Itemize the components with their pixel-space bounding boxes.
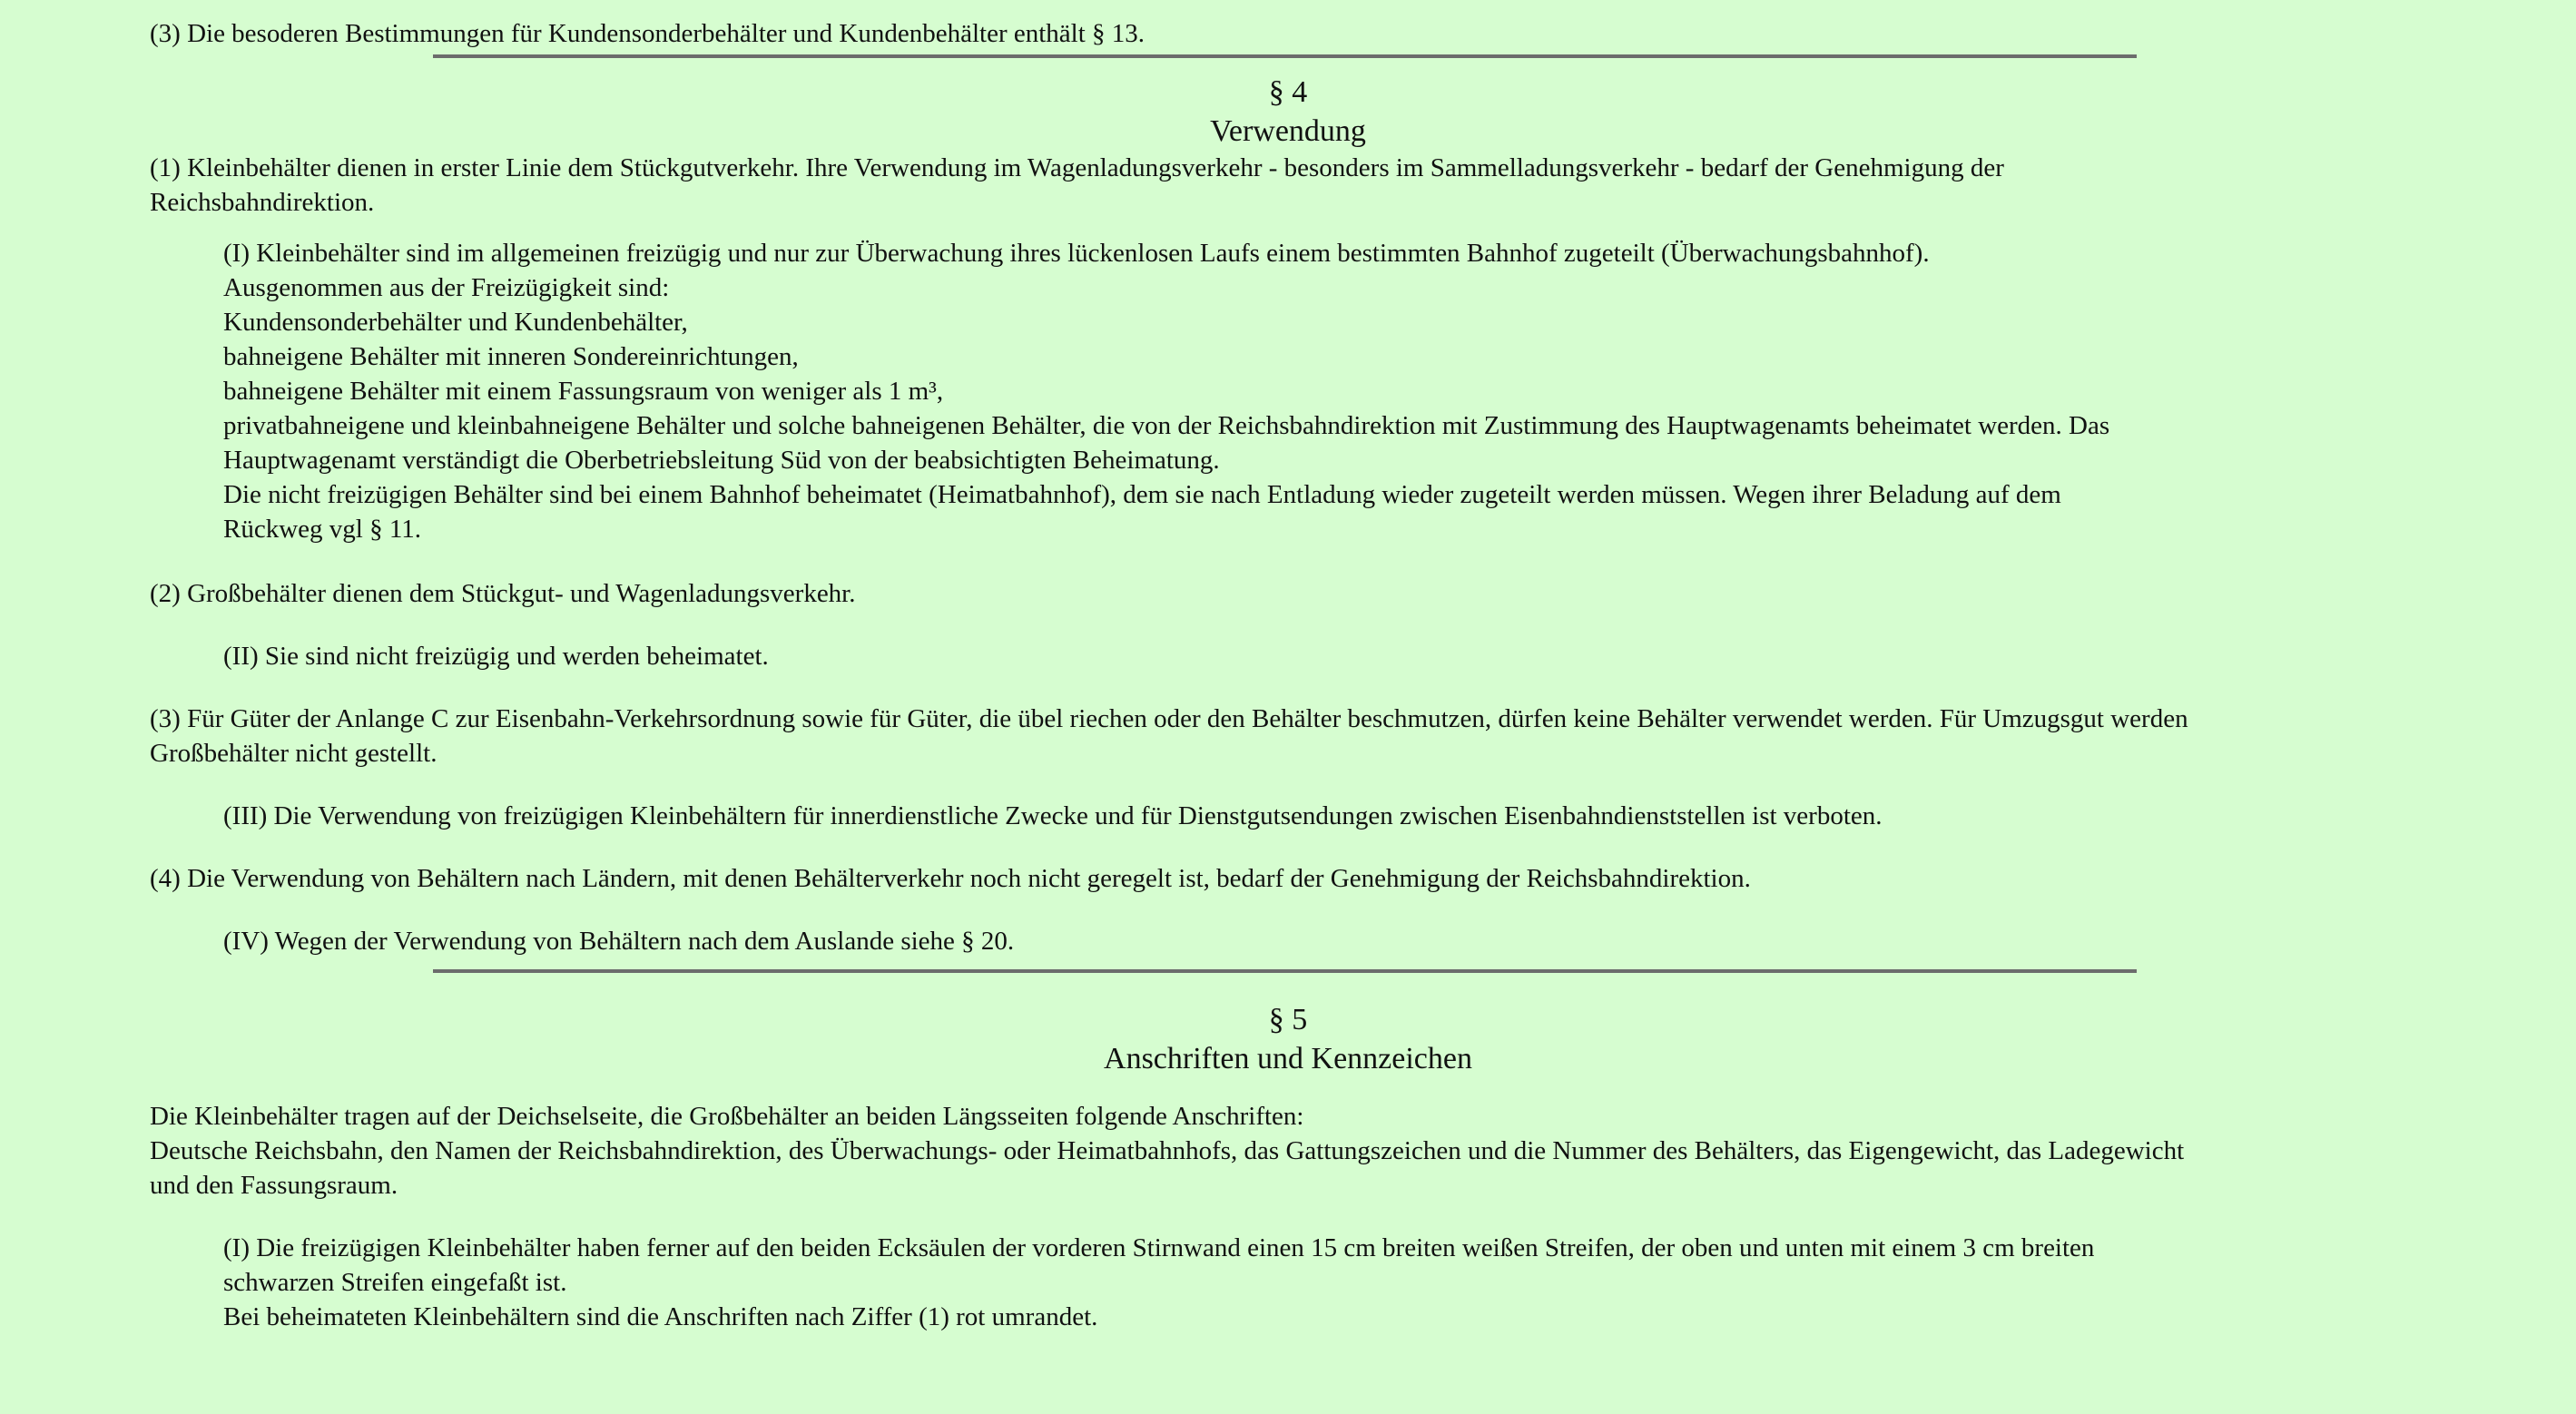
note-s4-I: (I) Kleinbehälter sind im allgemeinen freizügig und nur zur Überwachung ihres lückenlosen Laufs einem bestimmten Bahnhof zugeteilt (Überwachungsbahnhof). Ausgenommen aus der Freizügigkeit sind: Kundensonderbehälter und Kundenbehälter, bahneigene Behälter mit inneren Sondereinrichtungen, bahneigene Behälter mit einem Fassungsraum von weniger als 1 m³, privatbahneigene und kleinbahneigene Behälter und solche bahneigenen Behälter, die von der Reichsbahndirektion mit Zustimmung des Hauptwagenamts beheimatet werden. Das Hauptwagenamt verständigt die Oberbetriebsleitung Süd von der beabsichtigten Beheimatung. Die nicht freizügigen Behälter sind bei einem Bahnhof beheimatet (Heimatbahnhof), dem sie nach Entladung wieder zugeteilt werden müssen. Wegen ihrer Beladung auf dem Rückweg vgl § 11. (223, 239, 2110, 544)
section-number: § 5 (1268, 1003, 1308, 1036)
paragraph-s4-2: (2) Großbehälter dienen dem Stückgut- und Wagenladungsverkehr. (150, 579, 856, 608)
section-title: Verwendung (1210, 114, 1366, 148)
paragraph-s4-3: (3) Für Güter der Anlange C zur Eisenbahn-Verkehrsordnung sowie für Güter, die übel riechen oder den Behälter beschmutzen, dürfen keine Behälter verwendet werden. Für Umzugsgut werden Großbehälter nicht gestellt. (150, 704, 2188, 768)
note-s4-IV: (IV) Wegen der Verwendung von Behältern nach dem Auslande siehe § 20. (223, 927, 1015, 956)
note-s4-III: (III) Die Verwendung von freizügigen Kleinbehältern für innerdienstliche Zwecke und für Dienstgutsendungen zwischen Eisenbahndienststellen ist verboten. (223, 801, 1883, 830)
section-divider (433, 54, 2137, 58)
section-divider (433, 969, 2137, 973)
paragraph-s3-3: (3) Die besoderen Bestimmungen für Kundensonderbehälter und Kundenbehälter enthält § 13. (150, 19, 1145, 48)
paragraph-s4-4: (4) Die Verwendung von Behältern nach Ländern, mit denen Behälterverkehr noch nicht geregelt ist, bedarf der Genehmigung der Reichsbahndirektion. (150, 864, 1751, 893)
section-number: § 4 (1268, 75, 1308, 109)
note-s4-II: (II) Sie sind nicht freizügig und werden beheimatet. (223, 642, 769, 671)
section-title: Anschriften und Kennzeichen (1104, 1042, 1472, 1075)
note-s5-I: (I) Die freizügigen Kleinbehälter haben ferner auf den beiden Ecksäulen der vorderen Stirnwand einen 15 cm breiten weißen Streifen, der oben und unten mit einem 3 cm breiten schwarzen Streifen eingefaßt ist. Bei beheimateten Kleinbehältern sind die Anschriften nach Ziffer (1) rot umrandet. (223, 1233, 2095, 1331)
paragraph-s4-1: (1) Kleinbehälter dienen in erster Linie dem Stückgutverkehr. Ihre Verwendung im Wagenladungsverkehr - besonders im Sammelladungsverkehr - bedarf der Genehmigung der Reichsbahndirektion. (150, 153, 2004, 217)
paragraph-s5-intro: Die Kleinbehälter tragen auf der Deichselseite, die Großbehälter an beiden Längsseiten folgende Anschriften: Deutsche Reichsbahn, den Namen der Reichsbahndirektion, des Überwachungs- oder Heimatbahnhofs, das Gattungszeichen und die Nummer des Behälters, das Eigengewicht, das Ladegewicht und den Fassungsraum. (150, 1102, 2185, 1200)
